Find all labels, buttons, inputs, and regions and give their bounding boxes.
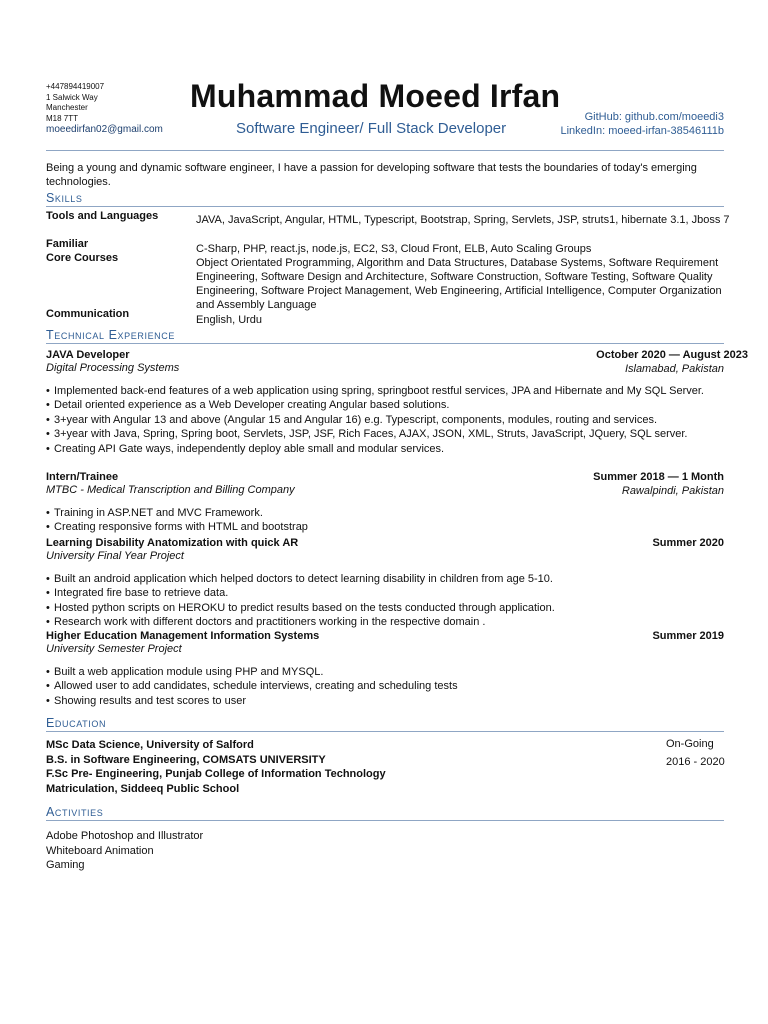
skill-label-courses: Core Courses: [46, 252, 119, 264]
project-bullets: [46, 665, 736, 708]
activities-heading: Activities: [46, 805, 724, 821]
list-item: • 3+year with Angular 13 and above (Angular 15 and Angular 16) e.g. Typescript, components, modules, routing and services.: [46, 413, 736, 427]
email-link[interactable]: moeedirfan02@gmail.com: [46, 124, 163, 135]
header-divider: [46, 150, 724, 151]
skill-value-communication: English, Urdu: [196, 314, 263, 326]
skill-label-communication: Communication: [46, 308, 130, 320]
project-title: Higher Education Management Information Systems: [46, 630, 320, 642]
job-location: Rawalpindi, Pakistan: [621, 485, 724, 497]
list-item: • Built a web application module using PHP and MYSQL.: [46, 665, 736, 679]
list-item: • Hosted python scripts on HEROKU to predict results based on the tests conducted through application.: [46, 601, 736, 615]
activity-item: Adobe Photoshop and Illustrator: [46, 830, 204, 842]
list-item: • Training in ASP.NET and MVC Framework.: [46, 506, 736, 520]
summary: Being a young and dynamic software engineer, I have a passion for developing software that tests the boundaries of today's emerging technologies.: [46, 162, 697, 188]
experience-heading: Technical Experience: [46, 328, 724, 344]
list-item: • Creating API Gate ways, independently deploy able small and modular services.: [46, 442, 736, 456]
education-item: Matriculation, Siddeeq Public School: [46, 783, 240, 795]
project-bullets: [46, 572, 736, 630]
activity-item: Gaming: [46, 859, 85, 871]
list-item: • Integrated fire base to retrieve data.: [46, 586, 736, 600]
education-date: 2016 - 2020: [666, 756, 725, 768]
job-date: Summer 2018 — 1 Month: [593, 471, 724, 483]
education-heading: Education: [46, 716, 724, 732]
contact-block: [46, 82, 163, 136]
list-item: • Detail oriented experience as a Web Developer creating Angular based solutions.: [46, 398, 736, 412]
list-item: • Allowed user to add candidates, schedule interviews, creating and scheduling tests: [46, 679, 736, 693]
skills-heading: Skills: [46, 191, 724, 207]
linkedin-link[interactable]: LinkedIn: moeed-irfan-38546111b: [560, 125, 724, 137]
job-bullets: [46, 384, 736, 456]
education-item: B.S. in Software Engineering, COMSATS UNIVERSITY: [46, 754, 326, 766]
address-line-1: 1 Salwick Way: [46, 92, 98, 102]
job-title: Intern/Trainee: [46, 471, 119, 483]
job-bullets: [46, 506, 736, 535]
postcode: M18 7TT: [46, 113, 79, 123]
candidate-name: Muhammad Moeed Irfan: [190, 78, 561, 114]
skill-value-familiar: C-Sharp, PHP, react.js, node.js, EC2, S3, Cloud Front, ELB, Auto Scaling Groups: [196, 243, 592, 255]
project-date: Summer 2020: [652, 537, 724, 549]
project-org: University Semester Project: [46, 643, 182, 655]
skill-value-courses: Object Orientated Programming, Algorithm and Data Structures, Database Systems, Software Requirement Engineering, Software Design and Architecture, Software Construction, Software Testing, Software Quality Engineering, Software Project Management, Web Engineering, Artificial Intelligence, Computer Organization and Assembly Language: [196, 257, 722, 311]
phone: +447894419007: [46, 82, 105, 91]
list-item: • 3+year with Java, Spring, Spring boot, Servlets, JSP, JSF, Rich Faces, AJAX, JSON, XML, Struts, JavaScript, JQuery, SQL server.: [46, 427, 736, 441]
education-date: On-Going: [666, 738, 714, 750]
skill-label-tools: Tools and Languages: [46, 210, 159, 222]
job-org: MTBC - Medical Transcription and Billing Company: [46, 484, 295, 496]
education-item: MSc Data Science, University of Salford: [46, 739, 254, 751]
address-line-2: Manchester: [46, 103, 88, 112]
list-item: • Implemented back-end features of a web application using spring, springboot restful services, JPA and Hibernate and My SQL Server.: [46, 384, 736, 398]
job-title: JAVA Developer: [46, 349, 130, 361]
education-item: F.Sc Pre- Engineering, Punjab College of Information Technology: [46, 768, 386, 780]
skill-value-tools: JAVA, JavaScript, Angular, HTML, Typescript, Bootstrap, Spring, Servlets, JSP, struts1, hibernate 3.1, Jboss 7: [196, 214, 730, 226]
job-org: Digital Processing Systems: [46, 362, 180, 374]
list-item: • Research work with different doctors and practitioners working in the respective domain .: [46, 615, 736, 629]
list-item: • Built an android application which helped doctors to detect learning disability in children from age 5-10.: [46, 572, 736, 586]
project-org: University Final Year Project: [46, 550, 184, 562]
project-title: Learning Disability Anatomization with quick AR: [46, 537, 299, 549]
project-date: Summer 2019: [652, 630, 724, 642]
job-location: Islamabad, Pakistan: [624, 363, 724, 375]
activity-item: Whiteboard Animation: [46, 845, 154, 857]
job-date: October 2020 — August 2023: [596, 349, 748, 361]
skill-label-familiar: Familiar: [46, 238, 89, 250]
list-item: • Creating responsive forms with HTML and bootstrap: [46, 520, 736, 534]
profile-links: [561, 110, 725, 138]
list-item: • Showing results and test scores to user: [46, 694, 736, 708]
job-title-headline: Software Engineer/ Full Stack Developer: [236, 120, 507, 137]
github-link[interactable]: GitHub: github.com/moeedi3: [584, 111, 724, 123]
